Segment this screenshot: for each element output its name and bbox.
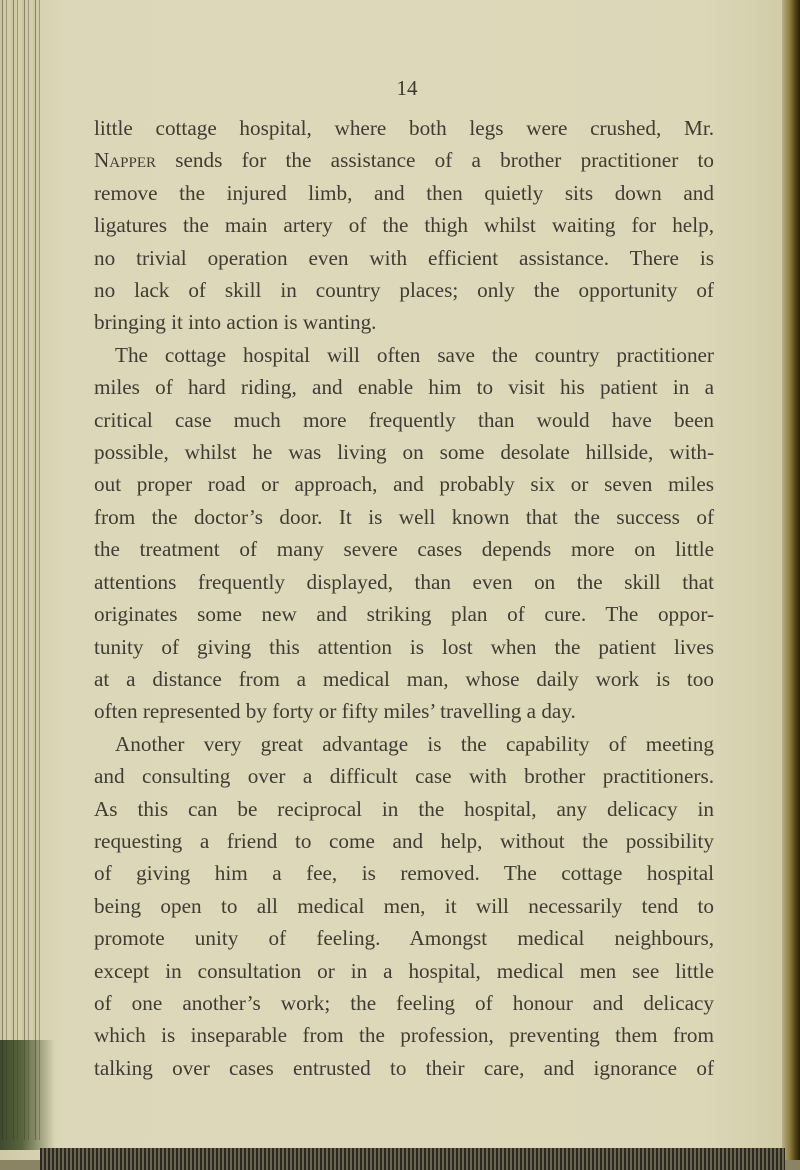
text-line: talking over cases entrusted to their care, and ignorance of (94, 1055, 714, 1080)
text-line: bringing it into action is wanting. (94, 310, 377, 335)
text-line: requesting a friend to come and help, without the possibility (94, 828, 714, 853)
text-line: critical case much more frequently than would have been (94, 407, 714, 432)
text-line: being open to all medical men, it will necessarily tend to (94, 893, 714, 918)
text-line: and consulting over a difficult case with brother practitioners. (94, 764, 714, 789)
binding-gutter-left (0, 0, 40, 1140)
text-line: originates some new and striking plan of cure. The oppor- (94, 602, 714, 627)
smallcaps-name: Napper (94, 148, 156, 173)
body-text (94, 112, 714, 1084)
text-line: attentions frequently displayed, than even on the skill that (94, 569, 714, 594)
text-line: often represented by forty or fifty miles’ travelling a day. (94, 699, 576, 724)
text-line: possible, whilst he was living on some desolate hillside, with- (94, 440, 714, 465)
text-line: of giving him a fee, is removed. The cottage hospital (94, 861, 714, 886)
text-line: the treatment of many severe cases depends more on little (94, 537, 714, 562)
text-line: miles of hard riding, and enable him to visit his patient in a (94, 375, 714, 400)
text-line: ligatures the main artery of the thigh whilst waiting for help, (94, 213, 714, 238)
text-line: remove the injured limb, and then quietly sits down and (94, 180, 714, 205)
text-line: at a distance from a medical man, whose daily work is too (94, 666, 714, 691)
binding-shadow (0, 1040, 55, 1150)
text-line: no trivial operation even with efficient assistance. There is (94, 245, 714, 270)
text-line: no lack of skill in country places; only the opportunity of (94, 278, 714, 303)
text-line: The cottage hospital will often save the country practitioner (115, 342, 714, 367)
page-edge-right (782, 0, 800, 1170)
text-line: from the doctor’s door. It is well known that the success of (94, 504, 714, 529)
page-number: 14 (396, 76, 418, 100)
page-edge-bottom (40, 1148, 785, 1170)
text-line: As this can be reciprocal in the hospital, any delicacy in (94, 796, 714, 821)
text-line: Napper sends for the assistance of a brother practitioner to (94, 148, 714, 173)
text-line: tunity of giving this attention is lost when the patient lives (94, 634, 714, 659)
text-line: Another very great advantage is the capability of meeting (115, 731, 714, 756)
text-line: promote unity of feeling. Amongst medical neighbours, (94, 926, 714, 951)
text-line: out proper road or approach, and probably six or seven miles (94, 472, 714, 497)
text-line: which is inseparable from the profession, preventing them from (94, 1023, 714, 1048)
text-line: little cottage hospital, where both legs were crushed, Mr. (94, 116, 714, 140)
text-line: of one another’s work; the feeling of honour and delicacy (94, 990, 714, 1015)
text-line: except in consultation or in a hospital, medical men see little (94, 958, 714, 983)
